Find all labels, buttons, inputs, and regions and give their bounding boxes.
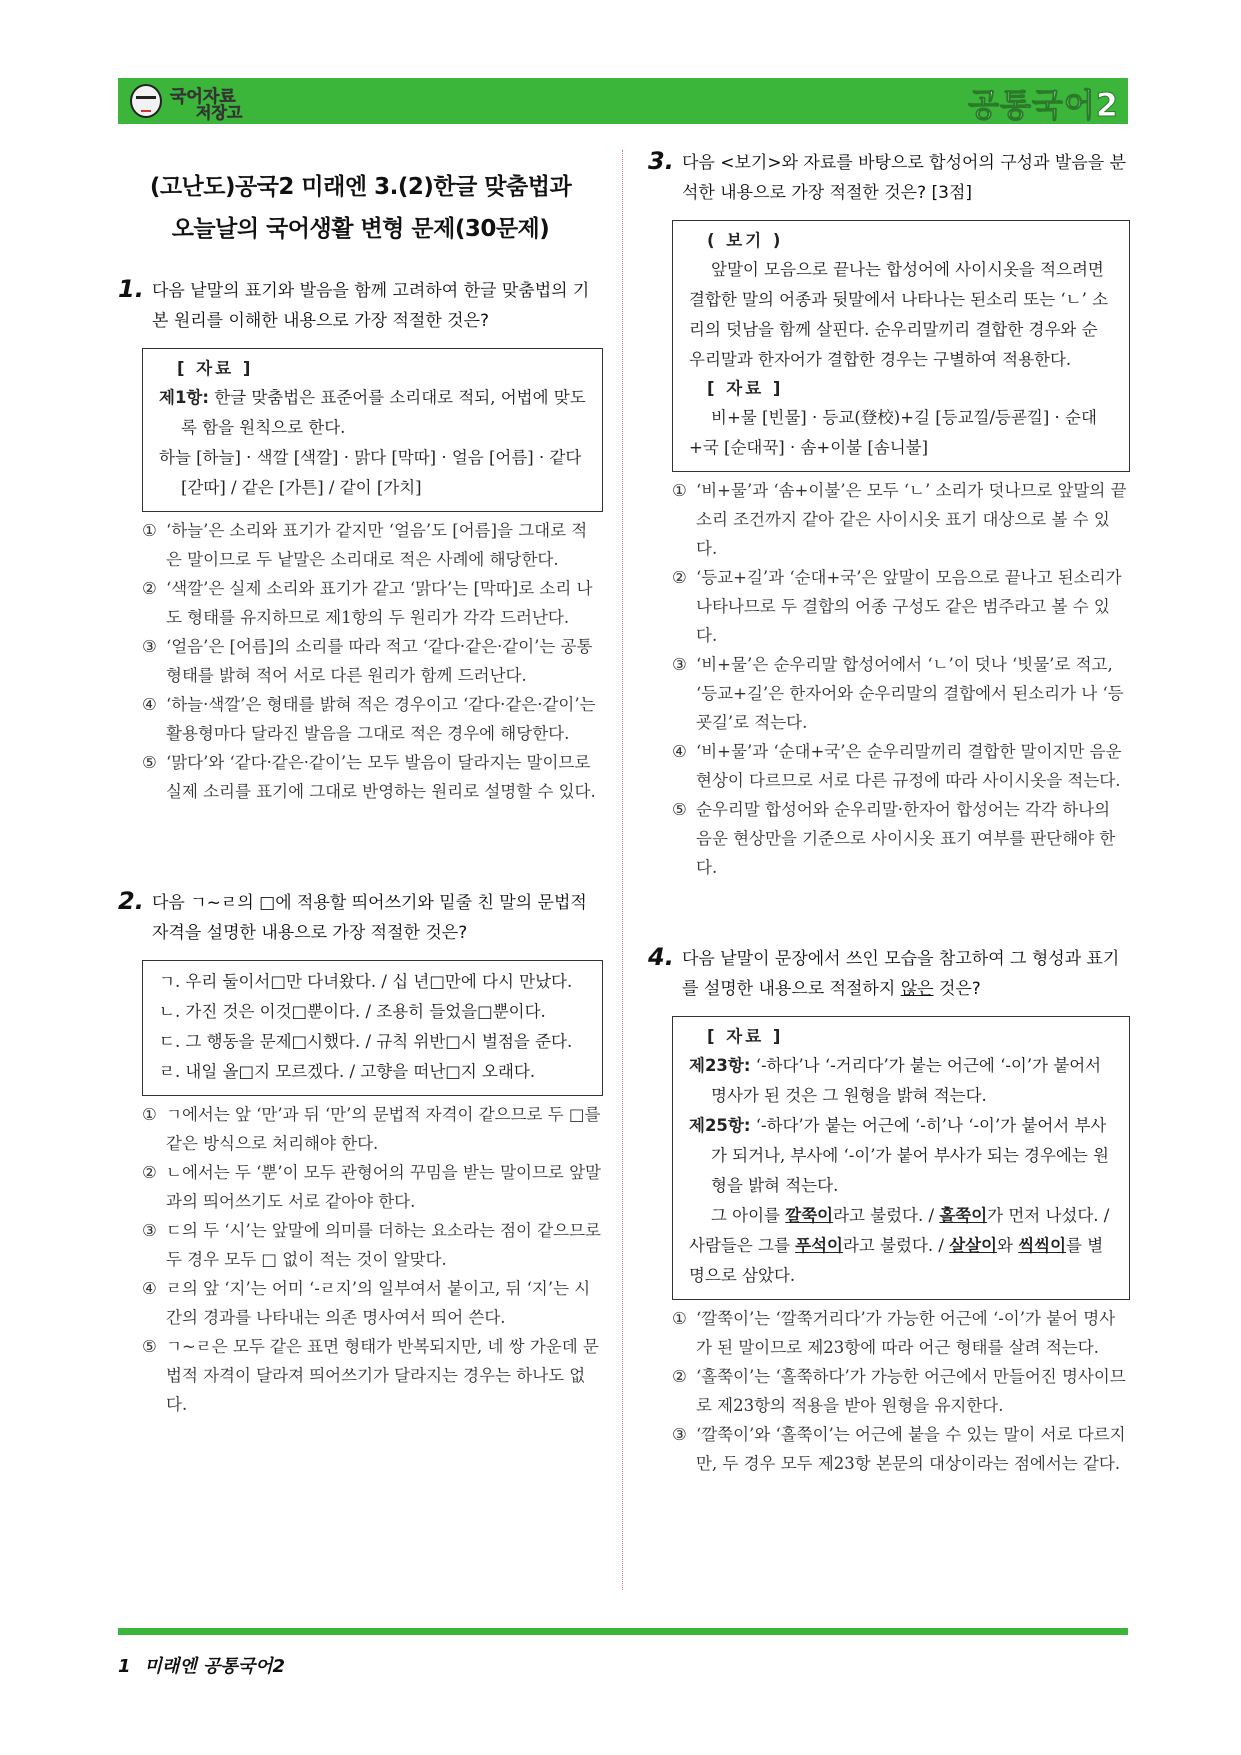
choice-list [672,476,1130,882]
footer [118,1652,285,1678]
page-title [118,166,603,250]
data-box [672,1016,1130,1300]
choice-option[interactable]: ② ‘등교+길’과 ‘순대+국’은 앞말이 모음으로 끝나고 된소리가 나타나므로 두 결합의 어종 구성도 같은 범주라고 볼 수 있다. [672,568,1122,645]
choice-list [142,1100,603,1419]
box-line: ㄴ. 가진 것은 이것□뿐이다. / 조용히 들었을□뿐이다. [159,1002,546,1021]
box-title: [ 자료 ] [707,1027,784,1046]
underlined-word: 깔쭉이 [785,1206,834,1225]
logo-line2: 저장고 [196,103,243,122]
rule-text: ‘-하다’가 붙는 어근에 ‘-히’나 ‘-이’가 붙어서 부사가 되거나, 부사에 ‘-이’가 붙어 부사가 되는 경우에는 원형을 밝혀 적는다. [711,1116,1109,1195]
rule-text: 한글 맞춤법은 표준어를 소리대로 적되, 어법에 맞도록 함을 원칙으로 한다. [181,388,586,437]
question-number: 2. [118,887,144,915]
choice-option[interactable]: ④ ‘하늘·색깔’은 형태를 밝혀 적은 경우이고 ‘같다·같은·같이’는 활용형마다 달라진 발음을 그대로 적은 경우에 해당한다. [142,695,596,743]
choice-list [672,1304,1130,1478]
choice-option[interactable]: ③ ‘비+물’은 순우리말 합성어에서 ‘ㄴ’이 덧나 ‘빗물’로 적고, ‘등교+길’은 한자어와 순우리말의 결합에서 된소리가 나 ‘등굣길’로 적는다. [672,655,1124,732]
emphasis-not: 않은 [900,979,934,999]
underlined-word: 푸석이 [795,1236,843,1255]
logo [126,80,276,122]
rule-label: 제23항: [689,1056,751,1075]
question-number: 3. [648,147,674,175]
mascot-icon [130,84,162,118]
question-text: 다음 낱말의 표기와 발음을 함께 고려하여 한글 맞춤법의 기본 원리를 이해한 내용으로 가장 적절한 것은? [152,281,590,331]
question-number: 4. [648,943,674,971]
box-title: [ 자료 ] [707,379,784,398]
question-text: 다음 ㄱ~ㄹ의 □에 적용할 띄어쓰기와 밑줄 친 말의 문법적 자격을 설명한 내용으로 가장 적절한 것은? [152,893,587,943]
box-title: [ 자료 ] [177,359,254,378]
choice-option[interactable]: ① ‘깔쭉이’는 ‘깔쭉거리다’가 가능한 어근에 ‘-이’가 붙어 명사가 된 말이므로 제23항에 따라 어근 형태를 살려 적는다. [672,1309,1116,1357]
rule-label: 제25항: [689,1116,751,1135]
question-1 [118,276,603,336]
left-column [118,160,603,1419]
underlined-word: 살살이 [949,1236,998,1255]
box-line: ㄱ. 우리 둘이서□만 다녀왔다. / 십 년□만에 다시 만났다. [159,972,573,991]
choice-option[interactable]: ② ‘색깔’은 실제 소리와 표기가 같고 ‘맑다’는 [막따]로 소리 나도 형태를 유지하므로 제1항의 두 원리가 각각 드러난다. [142,579,593,627]
choice-option[interactable]: ③ ‘얼음’은 [어름]의 소리를 따라 적고 ‘같다·같은·같이’는 공통 형태를 밝혀 적어 서로 다른 원리가 함께 드러난다. [142,637,593,685]
column-divider [622,150,623,1590]
right-column [648,148,1130,1478]
choice-option[interactable]: ① ‘하늘’은 소리와 표기가 같지만 ‘얼음’도 [어름]을 그대로 적은 말이므로 두 낱말은 소리대로 적은 사례에 해당한다. [142,521,588,569]
underlined-word: 씩씩이 [1018,1236,1067,1255]
title-line1: (고난도)공국2 미래엔 3.(2)한글 맞춤법과 [149,174,572,200]
footer-label: 미래엔 공통국어2 [144,1656,286,1677]
question-3 [648,148,1130,208]
choice-option[interactable]: ② ‘홀쭉이’는 ‘홀쭉하다’가 가능한 어근에서 만들어진 명사이므로 제23항의 적용을 받아 원형을 유지한다. [672,1367,1126,1415]
choice-option[interactable]: ① ㄱ에서는 앞 ‘만’과 뒤 ‘만’의 문법적 자격이 같으므로 두 □를 같은 방식으로 처리해야 한다. [142,1105,601,1153]
title-line2: 오늘날의 국어생활 변형 문제(30문제) [171,216,550,242]
logo-line1: 국어자료 [170,87,236,107]
rule-text: ‘-하다’나 ‘-거리다’가 붙는 어근에 ‘-이’가 붙어서 명사가 된 것은 그 원형을 밝혀 적는다. [711,1056,1102,1105]
example-box [142,960,603,1096]
choice-option[interactable]: ① ‘비+물’과 ‘솜+이불’은 모두 ‘ㄴ’ 소리가 덧나므로 앞말의 끝소리 조건까지 같아 같은 사이시옷 표기 대상으로 볼 수 있다. [672,481,1127,558]
question-text: 다음 낱말이 문장에서 쓰인 모습을 참고하여 그 형성과 표기를 설명한 내용으로 적절하지 않은 것은? [682,949,1120,999]
box-line: ㄷ. 그 행동을 문제□시했다. / 규칙 위반□시 벌점을 준다. [159,1032,573,1051]
choice-option[interactable]: ④ ㄹ의 앞 ‘지’는 어미 ‘-ㄹ지’의 일부여서 붙이고, 뒤 ‘지’는 시간의 경과를 나타내는 의존 명사여서 띄어 쓴다. [142,1279,591,1327]
question-number: 1. [118,275,144,303]
page-number: 1 [118,1656,131,1677]
question-2 [118,888,603,948]
choice-option[interactable]: ④ ‘비+물’과 ‘순대+국’은 순우리말끼리 결합한 말이지만 음운 현상이 다르므로 서로 다른 규정에 따라 사이시옷을 적는다. [672,742,1122,790]
footer-bar [118,1628,1128,1635]
data-box [142,348,603,512]
underlined-word: 홀쭉이 [939,1206,988,1225]
examples: 하늘 [하늘] · 색깔 [색깔] · 맑다 [막따] · 얼음 [어름] · 같다 [갇따] / 같은 [가튼] / 같이 [가치] [159,448,582,497]
subject-title: 공통국어2 [968,86,1119,124]
choice-option[interactable]: ⑤ ‘맑다’와 ‘같다·같은·같이’는 모두 발음이 달라지는 말이므로 실제 소리를 표기에 그대로 반영하는 원리로 설명할 수 있다. [142,753,596,801]
question-4 [648,944,1130,1004]
example-sentences: 그 아이를 깔쭉이라고 불렀다. / 홀쭉이가 먼저 나섰다. / 사람들은 그를 푸석이라고 불렀다. / 살살이와 씩씩이를 별명으로 삼았다. [689,1206,1110,1285]
rule-label: 제1항: [159,388,209,407]
bogi-text: 앞말이 모음으로 끝나는 합성어에 사이시옷을 적으려면 결합한 말의 어종과 뒷말에서 나타나는 된소리 또는 ‘ㄴ’ 소리의 덧남을 함께 살핀다. 순우리말끼리 결합한 경우와 순우리말과 한자어가 결합한 경우는 구별하여 적용한다. [689,260,1109,369]
examples: 비+물 [빈물] · 등교(登校)+길 [등교낄/등굗낄] · 순대+국 [순대꾹] · 솜+이불 [솜니불] [689,408,1097,457]
choice-option[interactable]: ③ ㄷ의 두 ‘시’는 앞말에 의미를 더하는 요소라는 점이 같으므로 두 경우 모두 □ 없이 적는 것이 알맞다. [142,1221,601,1269]
choice-option[interactable]: ⑤ 순우리말 합성어와 순우리말·한자어 합성어는 각각 하나의 음운 현상만을 기준으로 사이시옷 표기 여부를 판단해야 한다. [672,800,1116,877]
box-title: ( 보기 ) [707,231,784,250]
choice-option[interactable]: ② ㄴ에서는 두 ‘뿐’이 모두 관형어의 꾸밈을 받는 말이므로 앞말과의 띄어쓰기도 서로 같아야 한다. [142,1163,601,1211]
box-line: ㄹ. 내일 올□지 모르겠다. / 고향을 떠난□지 오래다. [159,1062,536,1081]
choice-option[interactable]: ⑤ ㄱ~ㄹ은 모두 같은 표면 형태가 반복되지만, 네 쌍 가운데 문법적 자격이 달라져 띄어쓰기가 달라지는 경우는 하나도 없다. [142,1337,599,1414]
choice-option[interactable]: ③ ‘깔쭉이’와 ‘홀쭉이’는 어근에 붙을 수 있는 말이 서로 다르지만, 두 경우 모두 제23항 본문의 대상이라는 점에서는 같다. [672,1425,1126,1473]
choice-list [142,516,603,806]
question-text: 다음 <보기>와 자료를 바탕으로 합성어의 구성과 발음을 분석한 내용으로 가장 적절한 것은? [3점] [682,153,1127,203]
bogi-box [672,220,1130,472]
